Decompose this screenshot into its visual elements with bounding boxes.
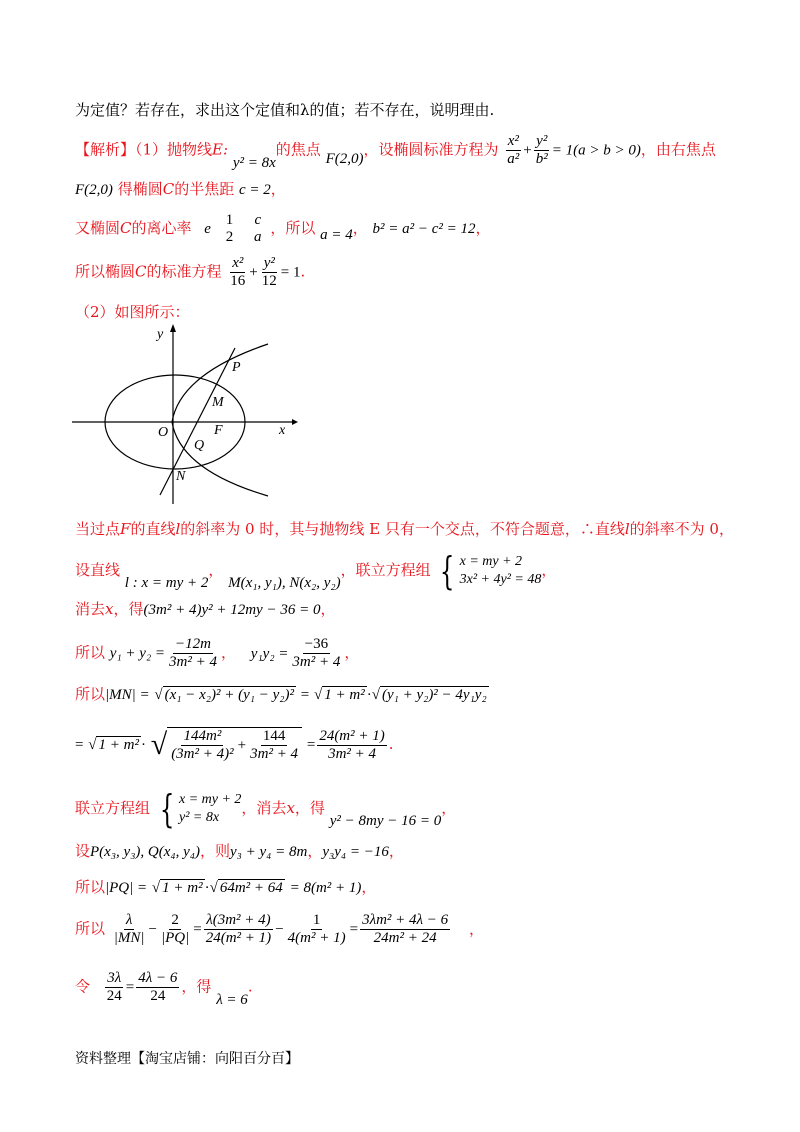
PQ-result: = 8(m² + 1) [289, 880, 362, 896]
text-seg: 所以 [75, 685, 106, 703]
system-1: { x = my + 2 3x² + 4y² = 48 [440, 549, 542, 593]
text-seg: ，得 [181, 977, 212, 996]
frac-144m2: $\frac{\text{144m²}}{\text{(3m² + 4)²}}$ [171, 728, 234, 762]
text-line-2: 【解析】（1）抛物线E: y² = 8x的焦点 F(2,0)，设椭圆标准方程为 $\frac{\text{x²}}{\text{a²}}$ + $\frac{\text{y²}}{\text{b²}}$ = 1(a > b > 0)，由右焦点 [75, 133, 716, 171]
equals: = [193, 921, 202, 938]
equals: = [306, 737, 316, 753]
focus-point: F(2,0) [325, 150, 364, 167]
text-seg: ，得 [113, 600, 144, 618]
frac-y2-12: $\frac{\text{y²}}{12}$ [261, 255, 277, 289]
comma: ， [441, 799, 457, 817]
frac-c-a: c a [254, 212, 262, 245]
eq-one: = 1 [280, 264, 301, 281]
frac-combined: $\frac{\text{3λm² + 4λ − 6}}{\text{24m² + 24}}$ [362, 912, 449, 946]
ellipse-c-2: C [120, 219, 132, 237]
also-ellipse-text: 又椭圆 [75, 219, 121, 237]
text-line-5: 所以椭圆C的标准方程 $\frac{\text{x²}}{16}$ + $\frac{\text{y²}}{12}$ = 1. [75, 255, 306, 289]
product-y: y₁y₂ = [250, 645, 289, 662]
semi-focal-text: 的半焦距 [174, 180, 235, 198]
a-value: a = 4 [320, 227, 353, 243]
text-seg: 联立方程组 [75, 799, 151, 817]
comma: ， [468, 919, 484, 938]
text-seg: ，消去 [241, 799, 287, 817]
text-line-15: 所以|PQ| = √ 1 + m² ·√ 64m² + 64 = 8(m² + 1)， [75, 878, 377, 896]
geometry-figure [60, 318, 300, 508]
frac-x2-16: $\frac{\text{x²}}{16}$ [230, 255, 246, 289]
text-line-17 [75, 970, 253, 1008]
text-line-8 [75, 549, 557, 593]
comma: ， [352, 219, 368, 237]
focus-point-2: F(2,0) [75, 182, 113, 198]
comma: ， [320, 600, 336, 618]
e-symbol: e [204, 221, 211, 237]
text-line-16 [75, 912, 484, 947]
part-2-heading: （2）如图所示： [75, 303, 190, 321]
comma: ， [307, 842, 323, 860]
sum-y34: y₃ + y₄ = 8m [230, 844, 308, 860]
point-F: F [120, 520, 131, 538]
ellipse-eq-rhs: = 1(a > b > 0) [551, 142, 641, 159]
points-MN: M(x₁, y₁), N(x₂, y₂) [228, 575, 341, 591]
frac-MN-result: $\frac{\text{24(m² + 1)}}{\text{3m² + 4}}$ [319, 727, 385, 762]
parabola-name: E: [212, 140, 229, 159]
sqrt-discriminant: (y₁ + y₂)² − 4y₁y₂ [381, 687, 487, 703]
frac-sum: $\frac{-12m}{\text{3m² + 4}}$ [169, 636, 217, 670]
frac-4lambda-24: $\frac{4\lambda - 6}{24}$ [138, 970, 178, 1004]
label-x: x [279, 423, 286, 438]
ellipse-c: C [162, 180, 175, 198]
plus: + [237, 737, 247, 754]
frac-lambda-MN: $\frac{\lambda}{|MN|}$ [113, 912, 145, 946]
sqrt-64: 64m² + 64 [219, 880, 283, 896]
text-seg: 所以 [75, 919, 106, 938]
period: . [247, 977, 253, 996]
period: . [300, 262, 306, 281]
right-focus-text: ，由右焦点 [640, 140, 716, 159]
c-value: c = 2 [238, 182, 271, 198]
ellipse-text: 得椭圆 [117, 180, 163, 198]
parabola-curve [172, 344, 268, 496]
text-seg: ，联立方程组 [340, 561, 431, 579]
frac-1-4: $\frac{1}{\text{4(m² + 1)}}$ [287, 912, 346, 946]
PQ-length: |PQ| = [105, 880, 148, 896]
period: . [388, 735, 394, 753]
text-seg: 令 [75, 977, 91, 996]
comma: ， [541, 561, 557, 579]
question-tail: 为定值？若存在，求出这个定值和λ的值；若不存在，说明理由. [75, 101, 495, 119]
label-Q: Q [194, 438, 205, 453]
parabola-eq: y² = 8x [232, 154, 276, 171]
label-O: O [158, 425, 169, 440]
frac-3lambda-24: $\frac{3\lambda}{24}$ [106, 970, 122, 1004]
text-seg: 设 [75, 842, 91, 860]
text-line-7 [75, 518, 734, 539]
product-y34: y₃y₄ = −16 [322, 844, 389, 860]
text-line-10 [75, 636, 359, 671]
sqrt-1-m2-b: 1 + m² [98, 737, 139, 753]
frac-y2-b2: $\frac{\text{y²}}{\text{b²}}$ [535, 133, 548, 167]
equals: = [125, 979, 135, 996]
text-seg: ，则 [199, 842, 230, 860]
text-seg: 当过点 [75, 520, 121, 538]
dot: · [140, 737, 146, 753]
var-x: x [286, 799, 295, 817]
comma: ， [475, 219, 491, 237]
text-seg: 消去 [75, 600, 106, 618]
sqrt-big [167, 727, 302, 763]
standard-eq-text: 的标准方程 [146, 262, 222, 281]
label-y: y [157, 327, 164, 342]
text-line-13 [75, 787, 457, 831]
text-seg: 所以 [75, 878, 106, 896]
equals: = [349, 921, 359, 938]
quadratic-eq: (3m² + 4)y² + 12my − 36 = 0 [143, 602, 321, 618]
eccentricity-text: 的离心率 [131, 219, 192, 237]
sqrt-1-m2-c: 1 + m² [162, 880, 203, 896]
frac-1-2: 1 2 [225, 212, 234, 245]
ellipse-eq-intro: ，设椭圆标准方程为 [363, 140, 499, 159]
lambda-result: λ = 6 [216, 991, 248, 1008]
dot: · [366, 687, 372, 703]
b-value: b² = a² − c² = 12 [372, 221, 476, 237]
text-line-12: = √ 1 + m² · √ $\frac{\text{144m²}}{\text{(3m² + 4)²}}$ + $\frac{144}{\text{3m² + 4}}$ = $\frac{\text{24(m² + 1)}}{\text{3m² + 4}}$ . [75, 727, 394, 762]
var-x: x [105, 600, 114, 618]
label-M: M [212, 395, 224, 410]
comma: ， [388, 842, 404, 860]
system-2: { x = my + 2 y² = 8x [159, 787, 242, 831]
text-seg: 的直线 [130, 520, 176, 538]
footer-source: 资料整理【淘宝店铺：向阳百分百】 [75, 1051, 299, 1067]
so-ellipse-text: 所以椭圆 [75, 262, 136, 281]
label-F: F [214, 423, 223, 438]
text-seg: 的斜率不为 0， [629, 520, 734, 538]
sqrt-distance: (x₁ − x₂)² + (y₁ − y₂)² [164, 687, 294, 703]
text-line-11: 所以|MN| = √ (x₁ − x₂)² + (y₁ − y₂)² = √ 1 + m² ·√ (y₁ + y₂)² − 4y₁y₂ [75, 685, 487, 703]
points-PQ: P(x₃, y₃), Q(x₄, y₄) [90, 844, 200, 860]
line-l-name: l [175, 520, 181, 538]
minus: − [148, 921, 158, 938]
MN-length: |MN| = [105, 687, 150, 703]
frac-2-PQ: $\frac{2}{|PQ|}$ [161, 912, 190, 946]
equals: = [300, 687, 310, 703]
text-line-4 [75, 212, 491, 246]
frac-x2-a2: $\frac{\text{x²}}{\text{a²}}$ [507, 133, 520, 167]
comma: ， [344, 643, 360, 662]
focus-label: 的焦点 [275, 140, 321, 159]
text-line-3 [75, 178, 286, 199]
frac-144: $\frac{144}{\text{3m² + 4}}$ [250, 728, 299, 762]
equals: = [75, 737, 84, 753]
text-seg: 的斜率为 0 时，其与抛物线 E 只有一个交点，不符合题意，∴直线 [180, 520, 625, 538]
line-eq: l : x = my + 2 [124, 575, 209, 591]
sqrt-1-m2: 1 + m² [324, 687, 365, 703]
text-line-9 [75, 598, 335, 619]
sum-y: y₁ + y₂ = [109, 645, 166, 662]
x-axis-arrow [292, 419, 298, 425]
ellipse-c-3: C [135, 262, 147, 281]
comma: ， [221, 643, 237, 662]
so-text: ，所以 [270, 219, 316, 237]
dot: · [204, 880, 210, 896]
y-axis-arrow [170, 324, 176, 332]
parabola-quadratic: y² − 8my − 16 = 0 [329, 813, 442, 829]
frac-product: $\frac{-36}{\text{3m² + 4}}$ [292, 636, 341, 670]
comma: ， [361, 878, 377, 896]
line-l-name: l [624, 520, 630, 538]
text-seg: 所以 [75, 643, 106, 662]
label-P: P [232, 360, 241, 375]
text-line-1 [75, 99, 494, 120]
text-seg: 设直线 [75, 561, 121, 579]
text-seg: ，得 [294, 799, 325, 817]
comma: ， [208, 561, 224, 579]
minus: − [275, 921, 284, 938]
comma: ， [270, 180, 286, 198]
frac-lambda-expr: $\frac{\text{λ(3m² + 4)}}{\text{24(m² + 1)}}$ [205, 912, 272, 946]
label-N: N [176, 469, 186, 484]
analysis-intro: 【解析】（1）抛物线 [75, 140, 213, 159]
text-line-14 [75, 840, 404, 861]
